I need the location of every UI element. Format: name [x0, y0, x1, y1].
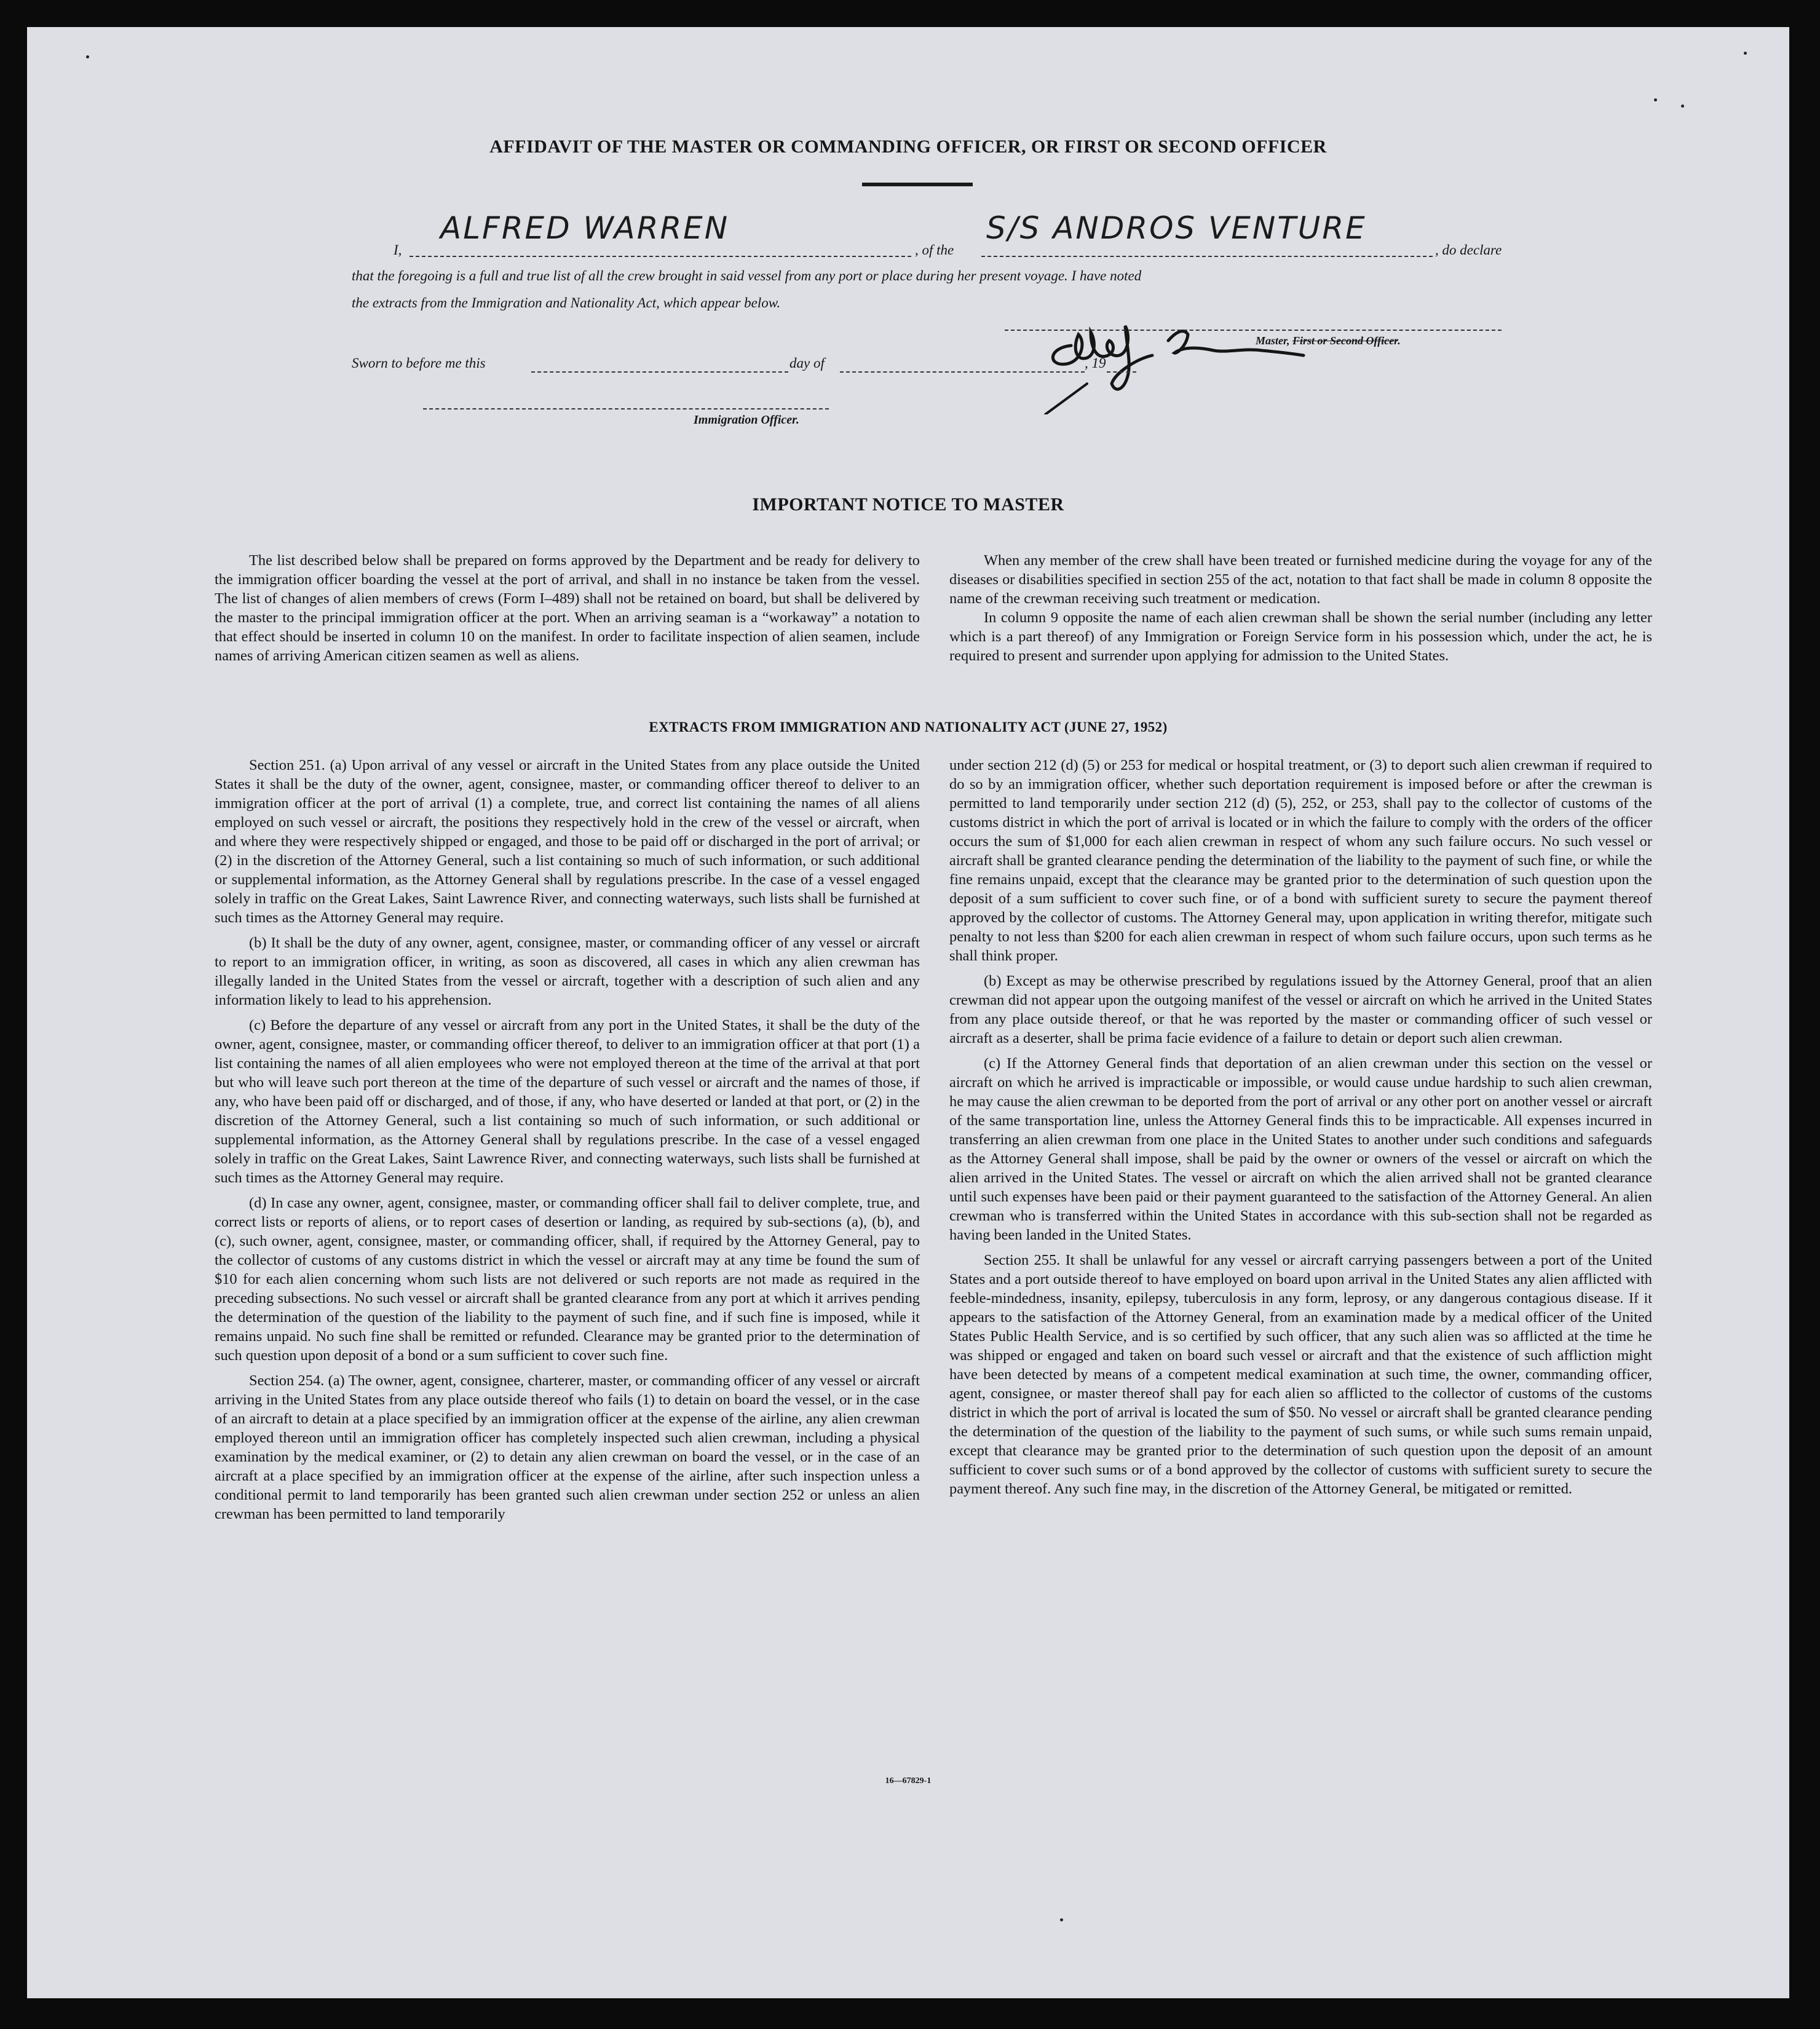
vessel-name-line	[981, 256, 1433, 257]
declarant-prefix: I,	[394, 242, 402, 258]
signature-caption	[1256, 334, 1401, 347]
master-name-line	[410, 256, 911, 257]
extract-paragraph: Section 255. It shall be unlawful for any vessel or aircraft carrying passengers between a port of the United States and a port outside thereof to have employed on board upon arrival in the United States any alien afflicted with feeble-mindedness, insanity, epilepsy, tuberculosis in any form, leprosy, or any dangerous contagious disease. If it appears to the satisfaction of the Attorney General, from an examination made by a medical officer of the United States Public Health Service, and is so certified by such officer, that any such alien was so afflicted at the time he was shipped or engaged and taken on board such vessel or aircraft and that the existence of such affliction might have been detected by means of a competent medical examination at such time, the owner, commanding officer, agent, consignee, or master thereof shall pay for each alien so afflicted to the collector of customs of the customs district in which the port of arrival is located the sum of $50. No vessel or aircraft shall be granted clearance pending the determination of the question of the liability to the payment of such sums, or while such sums remain unpaid, except that clearance may be granted prior to the determination of such question upon the deposit of an amount sufficient to cover such sums or of a bond approved by the collector of customs with sufficient surety to secure the payment thereof. Any such fine may, in the discretion of the Attorney General, be mitigated or remitted.	[949, 1252, 1652, 1497]
declaration-line-2: the extracts from the Immigration and Nationality Act, which appear below.	[352, 295, 781, 310]
extract-paragraph: under section 212 (d) (5) or 253 for medical or hospital treatment, or (3) to deport such alien crewman if required to do so by an immigration officer, whether such deportation requirement is imposed before or after the crewman is permitted to land temporarily under section 212 (d) (5), 252, or 253, shall pay to the collector of customs of the customs district in which the port of arrival is located or in which the failure to comply with the orders of the officer occurs the sum of $1,000 for each alien crewman in respect of whom any such failure occurs. No such vessel or aircraft shall be granted clearance pending the determination of the liability to the payment of such fine, or while the fine remains unpaid, except that the clearance may be granted prior to the determination of such question upon the deposit of a sum sufficient to cover such fine, or of a bond with sufficient surety to secure the payment thereof approved by the collector of customs. The Attorney General may, upon application in writing therefor, mitigate such penalty to not less than $200 for each alien crewman in respect of whom such failure occurs, upon such terms as he shall think proper.	[949, 757, 1652, 964]
document-page	[27, 27, 1789, 1998]
notice-paragraph: When any member of the crew shall have been treated or furnished medicine during the voyage for any of the diseases or disabilities specified in section 255 of the act, notation to that fact shall be made in column 8 opposite the name of the crewman receiving such treatment or medication.	[949, 552, 1652, 607]
of-the-label: , of the	[915, 242, 954, 258]
caption-period: .	[1398, 334, 1401, 347]
title-divider	[862, 183, 973, 186]
extract-paragraph: (c) Before the departure of any vessel or aircraft from any port in the United States, it shall be the duty of the owner, agent, consignee, master, or commanding officer thereof, to deliver to an immigration officer at that port (1) a list containing the names of all alien employees who were not employed thereon at the time of the arrival at that port but who will leave such port thereon at the time of the departure of such vessel or aircraft and the names of those, if any, who have been paid off or discharged, and of those, if any, who have deserted or landed at that port, or (2) in the discretion of the Attorney General, such a list containing so much of such information, or such additional or supplemental information, as the Attorney General shall by regulations prescribe. In the case of a vessel engaged solely in traffic on the Great Lakes, Saint Lawrence River, and connecting waterways, such lists shall be furnished at such times as the Attorney General may require.	[215, 1017, 920, 1186]
notice-title: IMPORTANT NOTICE TO MASTER	[752, 494, 1064, 515]
sworn-label: Sworn to before me this	[352, 355, 486, 371]
notice-paragraph: The list described below shall be prepared on forms approved by the Department and be ready for delivery to the immigration officer boarding the vessel at the port of arrival, and shall in no instance be taken from the vessel. The list of changes of alien members of crews (Form I–489) shall not be retained on board, but shall be delivered by the master to the principal immigration officer at the port. When an arriving seaman is a “workaway” a notation to that effect should be inserted in column 10 on the manifest. In order to facilitate inspection of alien seamen, include names of arriving American citizen seamen as well as aliens.	[215, 552, 920, 664]
scan-speck	[1744, 52, 1747, 55]
extract-paragraph: Section 254. (a) The owner, agent, consignee, charterer, master, or commanding officer of any vessel or aircraft arriving in the United States from any place outside thereof who fails (1) to detain on board the vessel, or in the case of an aircraft to detain at a place specified by an immigration officer at the expense of the airline, any alien crewman employed thereon until an immigration officer has completely inspected such alien crewman, including a physical examination by the medical examiner, or (2) to detain any alien crewman on board the vessel, or in the case of an aircraft at a place specified by an immigration officer at the expense of the airline, after such inspection unless a conditional permit to land temporarily has been granted such alien crewman under section 252 or unless an alien crewman has been permitted to land temporarily	[215, 1372, 920, 1522]
scan-speck	[1654, 98, 1657, 101]
notice-right-column	[949, 551, 1652, 665]
sworn-day-line	[531, 371, 788, 373]
scan-speck	[1060, 1918, 1063, 1921]
signature-line	[1005, 330, 1502, 331]
form-number: 16—67829-1	[885, 1776, 932, 1786]
extract-paragraph: (d) In case any owner, agent, consignee, master, or commanding officer shall fail to deliver complete, true, and correct lists or reports of aliens, or to report cases of desertion or landing, as required by sub-sections (a), (b), and (c), such owner, agent, consignee, master, or commanding officer, shall, if required by the Attorney General, pay to the collector of customs of any customs district in which the vessel or aircraft may at any time be found the sum of $10 for each alien concerning whom such lists are not delivered or such reports are not made as required in the preceding subsections. No such vessel or aircraft shall be granted clearance from any port at which it arrives pending the determination of the question of the liability to the payment of such fine, and if such fine is imposed, while it remains unpaid. No such fine shall be remitted or refunded. Clearance may be granted prior to the determination of such question upon deposit of a bond or a sum sufficient to cover such fine.	[215, 1195, 920, 1364]
year-line	[1107, 371, 1136, 373]
master-name-handwritten: ALFRED WARREN	[440, 210, 730, 246]
officer-signature-line	[423, 408, 829, 409]
extract-paragraph: (c) If the Attorney General finds that deportation of an alien crewman under this section on the vessel or aircraft on which he arrived is impracticable or impossible, or would cause undue hardship to such alien crewman, he may cause the alien crewman to be deported from the port of arrival or any other port on another vessel or aircraft of the same transportation line, unless the Attorney General finds this to be impracticable. All expenses incurred in transferring an alien crewman from one place in the United States to another under such conditions and safeguards as the Attorney General shall impose, shall be paid by the owner or owners of the vessel or aircraft on which the alien arrived in the United States. The vessel or aircraft on which the alien arrived shall not be granted clearance until such expenses have been paid or their payment guaranteed to the satisfaction of the Attorney General. An alien crewman who is transferred within the United States in accordance with this sub-section shall not be regarded as having been landed in the United States.	[949, 1055, 1652, 1243]
extracts-left-column	[215, 756, 920, 1530]
immigration-officer-caption: Immigration Officer.	[694, 413, 799, 427]
scan-speck	[1681, 105, 1684, 108]
vessel-name-handwritten: S/S ANDROS VENTURE	[986, 210, 1367, 246]
caption-master: Master,	[1256, 334, 1290, 347]
master-signature	[1023, 291, 1367, 414]
notice-paragraph: In column 9 opposite the name of each alien crewman shall be shown the serial number (including any letter which is a part thereof) of any Immigration or Foreign Service form in his possession which, under the act, he is required to present and surrender upon applying for admission to the United States.	[949, 609, 1652, 664]
extracts-right-column	[949, 756, 1652, 1505]
extracts-title: EXTRACTS FROM IMMIGRATION AND NATIONALITY ACT (JUNE 27, 1952)	[649, 719, 1168, 735]
sworn-month-line	[840, 371, 1085, 373]
do-declare-label: , do declare	[1435, 242, 1502, 258]
notice-left-column	[215, 551, 920, 671]
extract-paragraph: (b) Except as may be otherwise prescribed by regulations issued by the Attorney General, proof that an alien crewman did not appear upon the outgoing manifest of the vessel or aircraft on which he arrived in the United States from any place outside thereof, or that he was reported by the master or commanding officer of such vessel or aircraft as a deserter, shall be prima facie evidence of a failure to detain or deport such alien crewman.	[949, 973, 1652, 1046]
caption-struck-officer: First or Second Officer	[1292, 334, 1398, 347]
extract-paragraph: Section 251. (a) Upon arrival of any vessel or aircraft in the United States from any place outside the United States it shall be the duty of the owner, agent, consignee, master, or commanding officer thereof to deliver to an immigration officer at the port of arrival (1) a complete, true, and correct list containing the names of all aliens employed on such vessel or aircraft, the positions they respectively hold in the crew of the vessel or aircraft, when and where they were respectively shipped or engaged, and those to be paid off or discharged in the port of arrival; or (2) in the discretion of the Attorney General, such a list containing so much of such information, or such additional or supplemental information, as the Attorney General shall by regulations prescribe. In the case of a vessel engaged solely in traffic on the Great Lakes, Saint Lawrence River, and connecting waterways, such lists shall be furnished at such times as the Attorney General may require.	[215, 757, 920, 926]
declaration-line-1: that the foregoing is a full and true list of all the crew brought in said vessel from any port or place during her present voyage. I have noted	[352, 268, 1142, 283]
affidavit-title: AFFIDAVIT OF THE MASTER OR COMMANDING OFFICER, OR FIRST OR SECOND OFFICER	[489, 136, 1327, 157]
extract-paragraph: (b) It shall be the duty of any owner, agent, consignee, master, or commanding officer of any vessel or aircraft to report to an immigration officer, in writing, as soon as discovered, all cases in which any alien crewman has illegally landed in the United States from the vessel or aircraft, together with a description of such alien and any information likely to lead to his apprehension.	[215, 935, 920, 1008]
day-of-label: day of	[789, 355, 825, 371]
year-label: , 19	[1085, 355, 1106, 371]
scan-speck	[86, 55, 89, 58]
